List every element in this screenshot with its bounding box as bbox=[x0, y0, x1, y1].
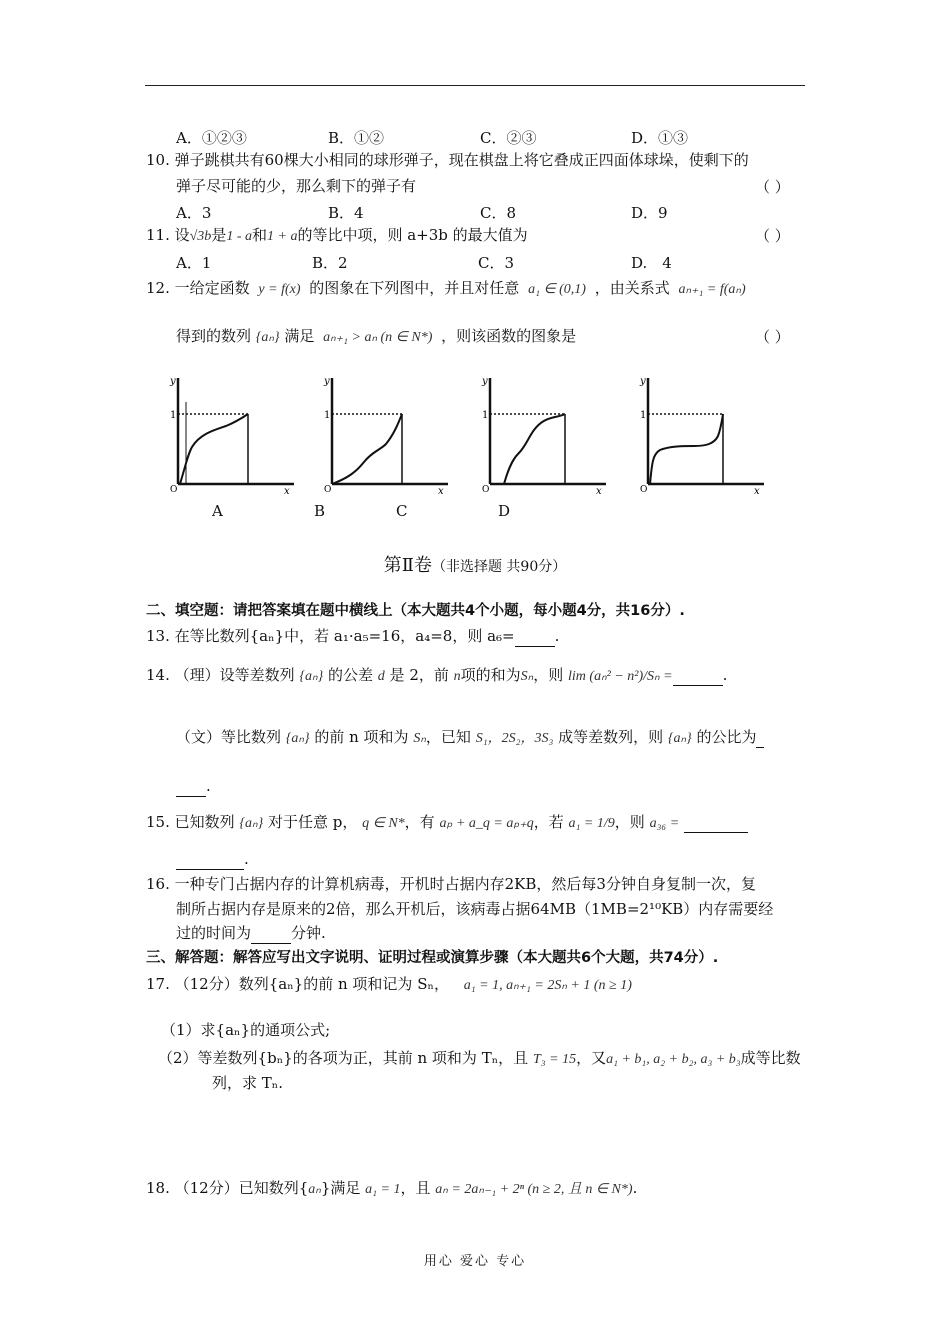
q16-line3-prefix: 过的时间为 bbox=[176, 924, 252, 942]
q17-part2-b: ，又 bbox=[576, 1049, 607, 1067]
q12-math-recurrence: aₙ₊₁ = f(aₙ) bbox=[678, 282, 746, 297]
q12-line2-prefix: 得到的数列 bbox=[176, 327, 252, 345]
q14-wen-math-sums: S₁，2S₂，3S₃ bbox=[475, 731, 554, 746]
q13-text: 13. 在等比数列{aₙ}中，若 a₁·a₅=16，a₄=8，则 a₆= bbox=[146, 627, 515, 645]
q16-line3-suffix: 分钟. bbox=[291, 924, 326, 942]
q15-math-a1: a₁ = 1/9 bbox=[568, 816, 615, 831]
graph-d-one-label: 1 bbox=[482, 410, 489, 421]
q11-option-a: A．1 bbox=[176, 254, 212, 272]
q11-option-b: B．2 bbox=[312, 254, 348, 272]
q11-option-c: C．3 bbox=[478, 254, 515, 272]
q14-math-d: d bbox=[377, 669, 385, 684]
q10-option-a: A．3 bbox=[176, 204, 212, 222]
q17-line1 bbox=[146, 974, 632, 996]
graph-a-origin-label: O bbox=[170, 485, 178, 495]
q10-line1: 10. 弹子跳棋共有60棵大小相同的球形弹子，现在棋盘上将它叠成正四面体球垛，使剩下的 bbox=[146, 151, 749, 169]
q16-line1: 16. 一种专门占据内存的计算机病毒，开机时占据内存2KB，然后每3分钟自身复制一次，复 bbox=[146, 875, 756, 893]
q18-end: . bbox=[632, 1179, 638, 1197]
q14-prefix: 14. （理）设等差数列 bbox=[146, 666, 295, 684]
q14-answer-blank bbox=[673, 665, 723, 686]
q14-mid2: 是 2，前 bbox=[389, 666, 449, 684]
q17-part2-line1 bbox=[158, 1048, 801, 1070]
q14-math-seq: {aₙ} bbox=[299, 669, 324, 684]
graph-label-c: C bbox=[396, 502, 408, 520]
graph-a bbox=[158, 372, 298, 497]
q12-answer-bracket: （ ） bbox=[755, 328, 790, 346]
q16-answer-blank bbox=[251, 923, 291, 944]
graph-extra-origin-label: O bbox=[640, 485, 648, 495]
q15-mid1: 对于任意 p， bbox=[267, 813, 358, 831]
section-two-heading: 二、填空题：请把答案填在题中横线上（本大题共4个小题，每小题4分，共16分）. bbox=[146, 603, 685, 619]
q16-line2: 制所占据内存是原来的2倍，那么开机后，该病毒占据64MB（1MB=2¹⁰KB）内存需要经 bbox=[176, 900, 774, 918]
q12-mid2: ，由关系式 bbox=[594, 279, 670, 297]
q12-math-increasing: aₙ₊₁ > aₙ (n ∈ N*) bbox=[323, 330, 433, 345]
q11-math-sqrt3b: √3b bbox=[189, 229, 212, 244]
graph-b-one-label: 1 bbox=[324, 410, 331, 421]
q13-line bbox=[146, 626, 559, 647]
q10-option-c: C．8 bbox=[480, 204, 517, 222]
q14-wen-blank-start bbox=[756, 727, 764, 748]
graph-b-c bbox=[312, 372, 452, 497]
q10-option-b: B．4 bbox=[328, 204, 364, 222]
part-two-title-main: 第Ⅱ卷 bbox=[383, 555, 432, 576]
q14-wen-answer-blank bbox=[176, 776, 206, 797]
q14-wen-suffix: 的公比为 bbox=[696, 728, 757, 746]
q18-prefix: 18. （12分）已知数列{ bbox=[146, 1179, 309, 1197]
graph-a-curve bbox=[180, 414, 248, 484]
q15-mid4: ，则 bbox=[614, 813, 645, 831]
q15-mid2: ，有 bbox=[404, 813, 435, 831]
q12-line1 bbox=[146, 278, 746, 300]
q13-answer-blank bbox=[515, 626, 555, 647]
q12-line2 bbox=[176, 326, 576, 348]
q14-wen-mid3: 成等差数列，则 bbox=[558, 728, 664, 746]
q13-end: . bbox=[554, 627, 560, 645]
q18-mid1: }满足 bbox=[320, 1179, 361, 1197]
graph-b-y-label: y bbox=[324, 376, 330, 387]
q17-math-sums: a₁ + b₁, a₂ + b₂, a₃ + b₃ bbox=[606, 1052, 741, 1067]
q12-prefix: 12. 一给定函数 bbox=[146, 279, 250, 297]
q18-line bbox=[146, 1178, 637, 1200]
graph-b-curve bbox=[332, 414, 402, 484]
graph-label-d: D bbox=[498, 502, 511, 520]
q15-answer-blank-1 bbox=[684, 812, 748, 833]
graph-label-a: A bbox=[212, 502, 223, 520]
q17-math-t3: T₃ = 15 bbox=[532, 1052, 577, 1067]
graph-b-origin-label: O bbox=[324, 485, 332, 495]
q14-wen-math-seq2: {aₙ} bbox=[667, 731, 692, 746]
page-footer: 用心 爱心 专心 bbox=[423, 1254, 527, 1269]
graph-d-x-label: x bbox=[596, 486, 602, 497]
q14-wen-prefix: （文）等比数列 bbox=[176, 728, 282, 746]
q14-math-sn: Sₙ bbox=[520, 669, 534, 684]
q14-line1 bbox=[146, 665, 727, 687]
q15-line2 bbox=[176, 849, 249, 870]
q17-part2-line2: 列，求 Tₙ. bbox=[212, 1074, 284, 1092]
q14-wen-math-seq: {aₙ} bbox=[285, 731, 310, 746]
graph-extra-one-label: 1 bbox=[640, 410, 647, 421]
q9-option-d: D．①③ bbox=[631, 129, 689, 147]
q14-mid1: 的公差 bbox=[327, 666, 373, 684]
q14-wen-mid1: 的前 n 项和为 bbox=[314, 728, 409, 746]
q14-wen-math-sn: Sₙ bbox=[413, 731, 426, 746]
q11-math-1-minus-a: 1 - a bbox=[226, 229, 252, 244]
q12-mid1: 的图象在下列图中，并且对任意 bbox=[309, 279, 520, 297]
q11-math-1-plus-a: 1 + a bbox=[267, 229, 298, 244]
q18-mid2: ，且 bbox=[400, 1179, 431, 1197]
q16-line3 bbox=[176, 923, 326, 944]
q14-line2 bbox=[176, 727, 764, 749]
q18-math-recurrence: aₙ = 2aₙ₋₁ + 2ⁿ (n ≥ 2, 且 n ∈ N*) bbox=[435, 1182, 633, 1197]
q12-math-seq: {aₙ} bbox=[255, 330, 280, 345]
q15-math-additive: aₚ + a_q = aₚ₊q bbox=[439, 816, 534, 831]
part-two-title bbox=[0, 551, 950, 577]
graph-extra bbox=[628, 372, 768, 497]
q17-part2-a: （2）等差数列{bₙ}的各项为正，其前 n 项和为 Tₙ，且 bbox=[158, 1049, 529, 1067]
graph-a-one-label: 1 bbox=[170, 410, 177, 421]
q9-option-b: B．①② bbox=[328, 129, 385, 147]
q14-mid4: ，则 bbox=[533, 666, 564, 684]
q14-math-n: n bbox=[453, 669, 461, 684]
q10-option-d: D．9 bbox=[631, 204, 668, 222]
graph-extra-x-label: x bbox=[754, 486, 760, 497]
q15-math-q-in-n: q ∈ N* bbox=[362, 816, 405, 831]
q14-end: . bbox=[722, 666, 728, 684]
graph-d bbox=[470, 372, 610, 497]
q15-end: . bbox=[244, 850, 249, 868]
q18-math-a1: a₁ = 1 bbox=[365, 1182, 401, 1197]
header-rule bbox=[145, 85, 805, 86]
q18-math-an: aₙ bbox=[308, 1182, 321, 1197]
q14-mid3: 项的和为 bbox=[460, 666, 521, 684]
q11-prefix: 11. 设 bbox=[146, 226, 190, 244]
q12-math-a1-in: a₁ ∈ (0,1) bbox=[528, 282, 586, 297]
q11-mid2: 和 bbox=[252, 226, 268, 244]
q17-prefix: 17. （12分）数列{aₙ}的前 n 项和记为 Sₙ， bbox=[146, 975, 449, 993]
q15-prefix: 15. 已知数列 bbox=[146, 813, 235, 831]
q12-line2-suffix: ，则该函数的图象是 bbox=[441, 327, 577, 345]
q11-option-d: D. 4 bbox=[631, 254, 672, 272]
graph-a-y-label: y bbox=[170, 376, 176, 387]
q11-suffix: 的等比中项，则 a+3b 的最大值为 bbox=[297, 226, 528, 244]
q14-wen-mid2: ，已知 bbox=[425, 728, 471, 746]
q17-part1: （1）求{aₙ}的通项公式; bbox=[161, 1021, 331, 1039]
q9-option-a: A．①②③ bbox=[176, 129, 247, 147]
graph-d-y-label: y bbox=[482, 376, 488, 387]
q9-option-c: C．②③ bbox=[480, 129, 537, 147]
q12-line2-mid: 满足 bbox=[284, 327, 315, 345]
q14-line3 bbox=[176, 776, 211, 797]
q17-math-def: a₁ = 1, aₙ₊₁ = 2Sₙ + 1 (n ≥ 1) bbox=[463, 978, 632, 993]
graph-d-origin-label: O bbox=[482, 485, 490, 495]
graph-d-curve bbox=[504, 414, 565, 484]
q11-answer-bracket: （ ） bbox=[755, 227, 790, 245]
q14-wen-end: . bbox=[206, 777, 211, 795]
q15-math-a36: a₃₆ = bbox=[649, 816, 680, 831]
q15-math-seq: {aₙ} bbox=[239, 816, 264, 831]
q11-line bbox=[146, 225, 528, 247]
q15-line1 bbox=[146, 812, 748, 834]
q10-answer-bracket: （ ） bbox=[755, 178, 790, 196]
graph-label-b: B bbox=[314, 502, 326, 520]
q17-part2-c: 成等比数 bbox=[740, 1049, 801, 1067]
q10-line2: 弹子尽可能的少，那么剩下的弹子有 bbox=[176, 177, 417, 195]
q12-math-y-fx: y = f(x) bbox=[258, 282, 301, 297]
graph-extra-curve bbox=[650, 414, 723, 484]
section-three-heading: 三、解答题：解答应写出文字说明、证明过程或演算步骤（本大题共6个大题，共74分）. bbox=[146, 950, 719, 966]
q11-mid1: 是 bbox=[211, 226, 227, 244]
q14-math-limit: lim (aₙ² − n²)/Sₙ = bbox=[568, 669, 673, 684]
graph-a-x-label: x bbox=[284, 486, 290, 497]
part-two-title-sub: （非选择题 共90分） bbox=[431, 559, 567, 575]
graph-extra-y-label: y bbox=[640, 376, 646, 387]
q15-answer-blank-2 bbox=[176, 849, 244, 870]
graph-b-x-label: x bbox=[438, 486, 444, 497]
q15-mid3: ，若 bbox=[533, 813, 564, 831]
